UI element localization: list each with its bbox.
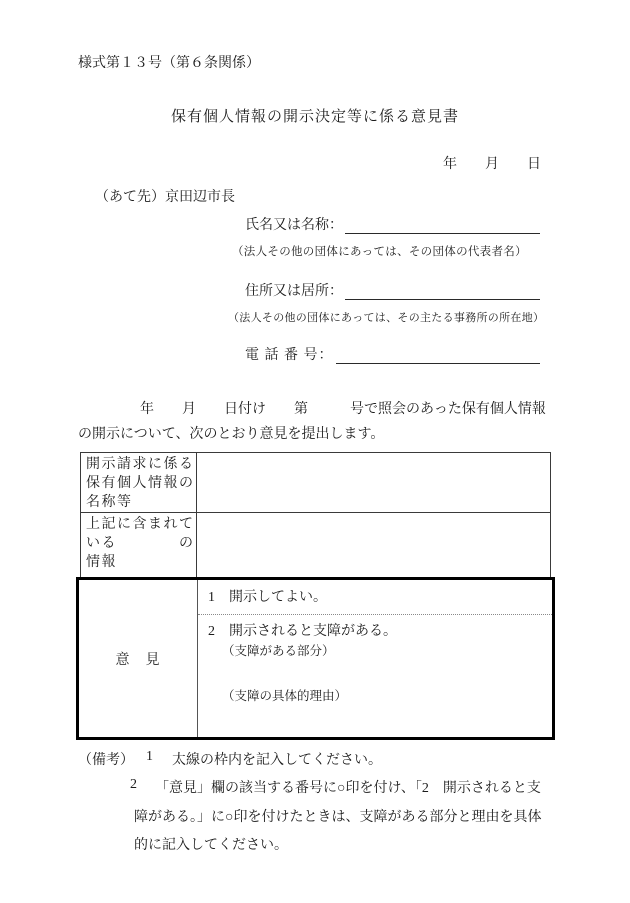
address-note: （法人その他の団体にあっては、その主たる事務所の所在地） bbox=[228, 312, 545, 324]
note2-number: 2 bbox=[130, 777, 137, 792]
row1-header-line2: 保有個人情報の bbox=[86, 476, 195, 491]
opinion-option-2: 2 開示されると支障がある。 bbox=[208, 624, 397, 639]
intro-line-1: 年 月 日付け 第 号で照会のあった保有個人情報 bbox=[140, 402, 546, 417]
note1-text: 太線の枠内を記入してください。 bbox=[172, 753, 382, 768]
phone-label: 電 話 番 号： bbox=[245, 348, 334, 363]
opinion-option2-reason-label: （支障の具体的理由） bbox=[222, 689, 348, 703]
name-field-row bbox=[245, 214, 540, 234]
opinion-label-cell: 意 見 bbox=[79, 580, 198, 737]
table-row-included-info bbox=[81, 513, 550, 577]
row1-header-cell bbox=[81, 453, 197, 512]
name-note: （法人その他の団体にあっては、その団体の代表者名） bbox=[232, 246, 527, 258]
addressee: （あて先）京田辺市長 bbox=[95, 190, 235, 205]
row2-header-line2: いる の bbox=[86, 536, 195, 551]
row1-header-line1: 開示請求に係る bbox=[86, 457, 195, 472]
row2-header-cell bbox=[81, 513, 197, 577]
phone-field-row bbox=[245, 344, 540, 364]
date-line: 年 月 日 bbox=[443, 157, 541, 172]
row2-value-cell bbox=[197, 513, 550, 577]
row1-value-cell bbox=[197, 453, 550, 512]
row1-header-line3: 名称等 bbox=[86, 495, 133, 510]
note2-line1: 「意見」欄の該当する番号に○印を付け、「2 開示されると支 bbox=[155, 781, 541, 796]
opinion-option-1: 1 開示してよい。 bbox=[198, 580, 552, 615]
info-table bbox=[80, 452, 551, 578]
address-label: 住所又は居所： bbox=[245, 284, 343, 299]
name-label: 氏名又は名称： bbox=[245, 218, 343, 233]
opinion-box bbox=[76, 577, 555, 740]
row2-header-line1: 上記に含まれて bbox=[86, 517, 195, 532]
note2-line3: 的に記入してください。 bbox=[134, 838, 288, 853]
form-number: 様式第１３号（第６条関係） bbox=[78, 56, 260, 71]
row2-header-line3: 情報 bbox=[86, 555, 117, 570]
note2-line2: 障がある。」に○印を付けたときは、支障がある部分と理由を具体 bbox=[134, 810, 542, 825]
table-row-requested-info bbox=[81, 453, 550, 513]
phone-fill-line bbox=[336, 347, 541, 364]
notes-label: （備考） bbox=[78, 753, 134, 768]
address-field-row bbox=[245, 280, 540, 300]
note1-number: 1 bbox=[146, 749, 153, 764]
name-fill-line bbox=[345, 217, 540, 234]
opinion-content-cell bbox=[198, 580, 552, 737]
intro-line-2: の開示について、次のとおり意見を提出します。 bbox=[78, 427, 385, 442]
page-title: 保有個人情報の開示決定等に係る意見書 bbox=[170, 109, 459, 125]
opinion-option2-part-label: （支障がある部分） bbox=[222, 644, 335, 658]
address-fill-line bbox=[345, 283, 540, 300]
